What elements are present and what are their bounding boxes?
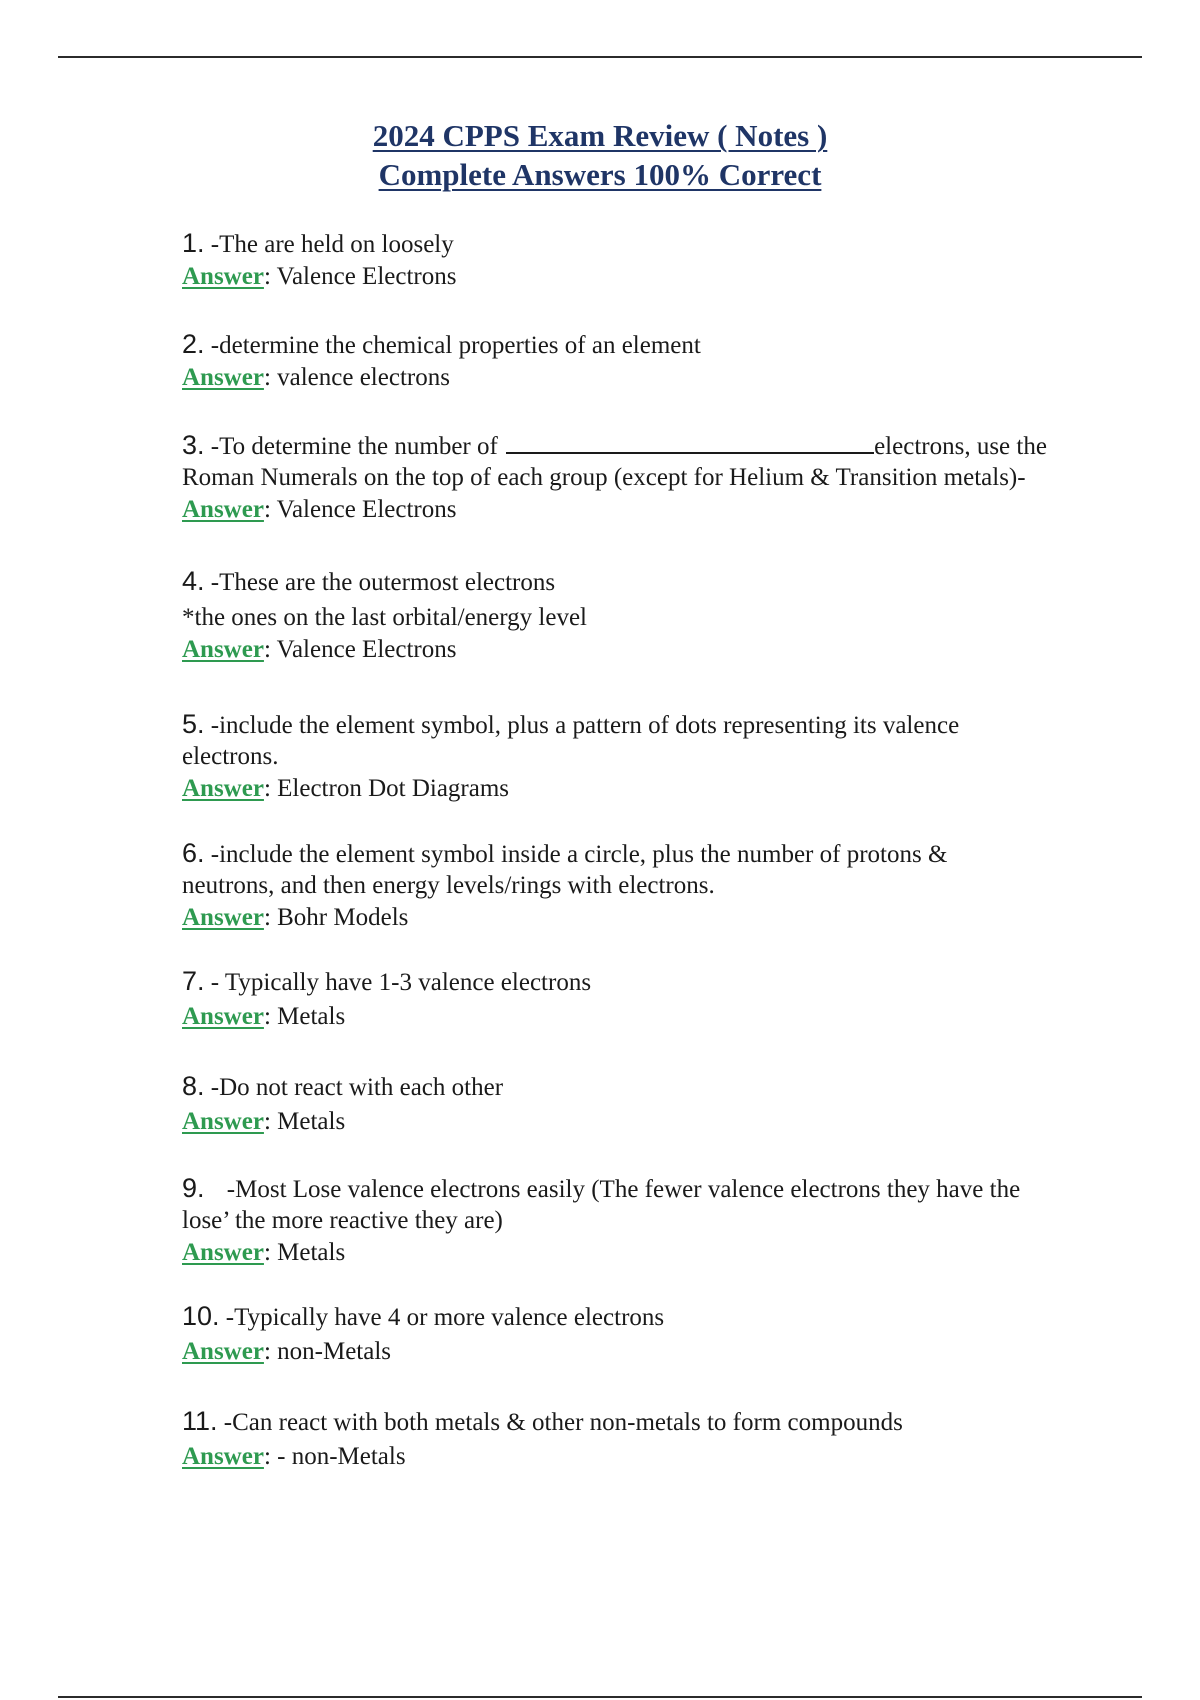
answer-text: : non-Metals — [263, 1338, 392, 1365]
question-text: 6. -include the element symbol inside a circle, plus the number of protons & — [182, 838, 948, 868]
answer-label: Answer — [182, 1338, 264, 1365]
answer-line — [182, 1106, 1127, 1137]
question-text: 4. -These are the outermost electrons — [182, 566, 556, 596]
question-item — [182, 329, 1127, 393]
fill-in-blank — [506, 430, 874, 454]
answer-text: : Metals — [263, 1108, 346, 1135]
answer-line — [182, 494, 1127, 525]
question-text: 11. -Can react with both metals & other non-metals to form compounds — [182, 1406, 903, 1436]
question-text: 2. -determine the chemical properties of an element — [182, 329, 701, 359]
answer-label: Answer — [182, 904, 264, 931]
answer-text: : Metals — [263, 1003, 346, 1030]
question-text-continued: lose’ the more reactive they are) — [182, 1207, 503, 1234]
answer-label: Answer — [182, 496, 264, 523]
question-item — [182, 1071, 1127, 1137]
answer-text: : Valence Electrons — [263, 636, 457, 663]
question-text-continued: *the ones on the last orbital/energy level — [182, 604, 587, 631]
answer-label: Answer — [182, 1443, 264, 1470]
answer-text: : Valence Electrons — [263, 263, 457, 290]
answer-line — [182, 261, 1127, 292]
answer-label: Answer — [182, 1003, 264, 1030]
title-line-2: Complete Answers 100% Correct — [378, 157, 822, 192]
question-number: 10. — [182, 1301, 220, 1331]
answer-line — [182, 362, 1127, 393]
answer-label: Answer — [182, 1108, 264, 1135]
question-item — [182, 1301, 1127, 1367]
question-item — [182, 838, 1127, 933]
question-number: 3. — [182, 430, 205, 460]
answer-line — [182, 1001, 1127, 1032]
question-text: 1. -The are held on loosely — [182, 228, 454, 258]
answer-text: : Electron Dot Diagrams — [263, 775, 510, 802]
question-text-continued: neutrons, and then energy levels/rings with electrons. — [182, 872, 715, 899]
answer-text: : valence electrons — [263, 364, 450, 391]
question-number: 5. — [182, 709, 205, 739]
question-text: 3. -To determine the number of electrons, use the — [182, 430, 1047, 460]
question-number: 6. — [182, 838, 205, 868]
question-text: 10. -Typically have 4 or more valence electrons — [182, 1301, 665, 1331]
answer-text: : Metals — [263, 1239, 346, 1266]
question-number: 8. — [182, 1071, 205, 1101]
answer-text: : Valence Electrons — [263, 496, 457, 523]
answer-line — [182, 1336, 1127, 1367]
answer-line — [182, 902, 1127, 933]
question-item — [182, 966, 1127, 1032]
answer-label: Answer — [182, 1239, 264, 1266]
answer-label: Answer — [182, 263, 264, 290]
answer-line — [182, 773, 1127, 804]
question-item — [182, 228, 1127, 292]
answer-text: : Bohr Models — [263, 904, 409, 931]
question-number: 11. — [182, 1406, 218, 1436]
top-rule — [58, 56, 1142, 58]
answer-label: Answer — [182, 364, 264, 391]
question-text: 7. - Typically have 1-3 valence electrons — [182, 966, 592, 996]
question-item — [182, 1406, 1127, 1472]
question-number: 1. — [182, 228, 205, 258]
question-number: 7. — [182, 966, 205, 996]
title-line-1: 2024 CPPS Exam Review ( Notes ) — [372, 118, 828, 153]
answer-label: Answer — [182, 775, 264, 802]
answer-label: Answer — [182, 636, 264, 663]
answer-line — [182, 634, 1127, 665]
question-text: 8. -Do not react with each other — [182, 1071, 504, 1101]
bottom-rule — [58, 1696, 1142, 1698]
answer-line — [182, 1237, 1127, 1268]
question-text-continued: electrons. — [182, 743, 279, 770]
question-text: 9. -Most Lose valence electrons easily (The fewer valence electrons they have the — [182, 1173, 1021, 1203]
question-item — [182, 566, 1127, 665]
answer-text: : - non-Metals — [263, 1443, 406, 1470]
question-text-continued: Roman Numerals on the top of each group (except for Helium & Transition metals)- — [182, 464, 1026, 491]
question-number: 9. — [182, 1173, 205, 1203]
question-number: 4. — [182, 566, 205, 596]
question-item — [182, 1173, 1127, 1268]
question-item — [182, 709, 1127, 804]
question-number: 2. — [182, 329, 205, 359]
question-text: 5. -include the element symbol, plus a pattern of dots representing its valence — [182, 709, 960, 739]
title-block — [0, 116, 1200, 194]
answer-line — [182, 1441, 1127, 1472]
question-item — [182, 430, 1127, 525]
